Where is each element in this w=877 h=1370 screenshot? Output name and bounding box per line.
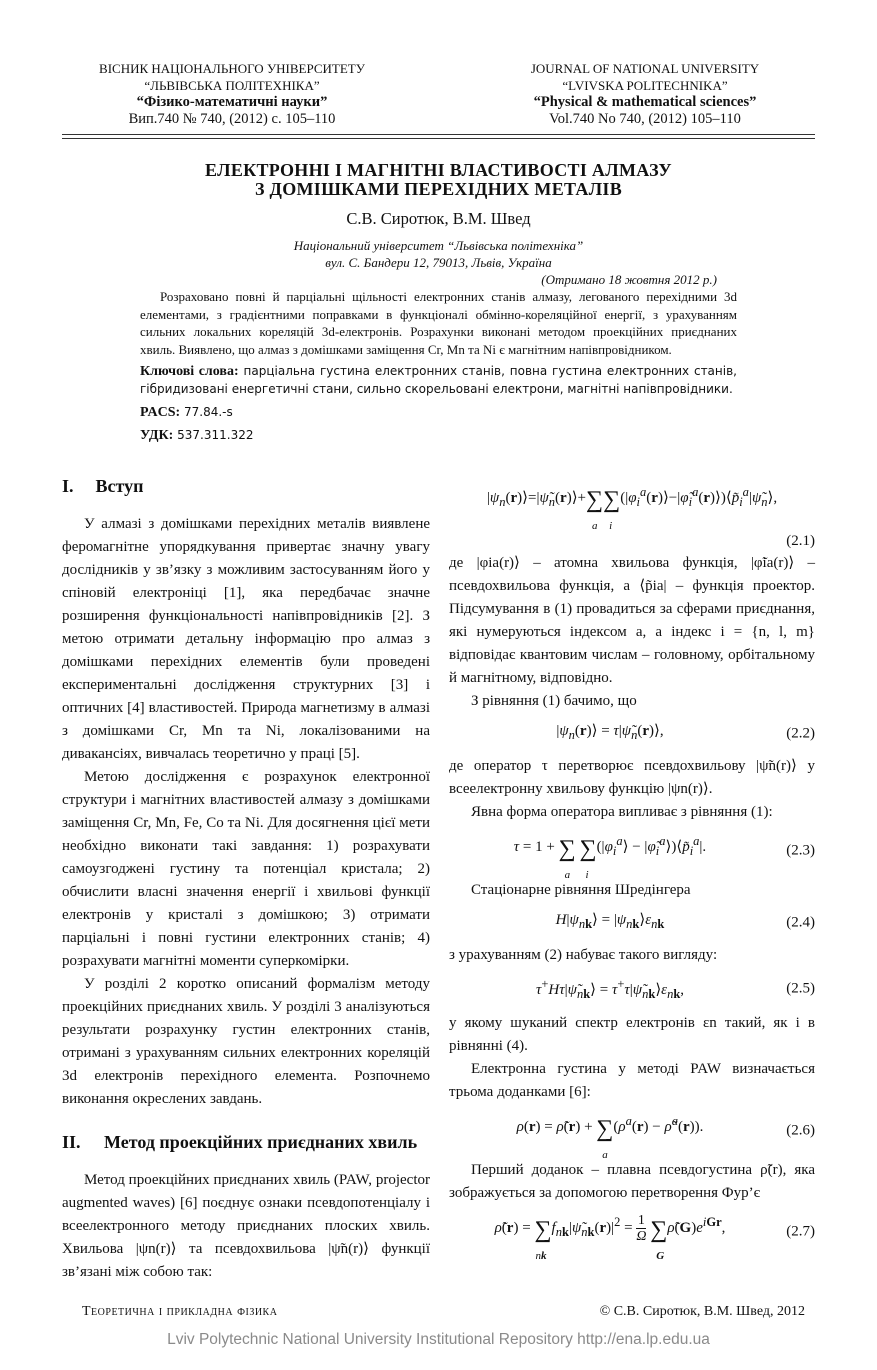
paragraph: Метод проекційних приєднаних хвиль (PAW, projector augmented waves) [6] поєднує ознаки псевдопотенціалу і всеелектронного методу приєднаних плоских хвиль. Хвильова |ψn(r)⟩ та псевдохвильова |ψ̃n(r)⟩ функції зв’язані між собою так: — [62, 1171, 430, 1280]
pacs-label: PACS: — [140, 404, 181, 420]
journal-header-english — [475, 60, 815, 128]
equation-2-5: $\tau^+H\tau|\psĩ_{nk}⟩$ = $\tau^+\tau|\psĩ_{nk}⟩\varepsilon_{nk}$, — [535, 976, 685, 1001]
journal-header-ukrainian — [62, 60, 402, 128]
title-line: ЕЛЕКТРОННІ І МАГНІТНІ ВЛАСТИВОСТІ АЛМАЗУ — [205, 160, 672, 180]
header-volume: Вип.740 № 740, (2012) с. 105–110 — [128, 111, 336, 127]
equation-2-7: ρ̃(r) = ∑ nk $f_{nk}|\psĩ_{nk}(r)|^2 = 1$ Ω ∑ G $\rhõ(G)e^{iGr}$, — [494, 1212, 726, 1262]
equation-row — [449, 973, 815, 1006]
footer-journal: Теоретична і прикладна фізика — [82, 1303, 278, 1319]
equation-2-1: $|\psi_n(r)⟩=|\psĩ_n(r)⟩+\sum$ a ∑ i $(|\varphi_i^a(r)⟩-|\varphĩ_i^a(r)⟩)⟨p̃_i^a|\psĩ_n⟩$, — [486, 484, 778, 532]
equation-number: (2.3) — [786, 842, 815, 859]
equation-row — [449, 1110, 815, 1161]
header-volume: Vol.740 No 740, (2012) 105–110 — [549, 111, 741, 127]
equation-2-3: τ = 1 + ∑ a ∑ i ($|\varphi_i^a⟩$ − $|\varphĩ_i^a⟩)⟨p̃_i^a|$. — [513, 833, 707, 881]
section-heading — [62, 1131, 430, 1153]
section-heading — [62, 475, 430, 497]
paragraph: з урахуванням (2) набуває такого вигляду: — [449, 946, 718, 963]
journal-header — [62, 60, 815, 128]
affiliation — [62, 237, 815, 271]
section-number: II. — [62, 1131, 81, 1152]
header-line: JOURNAL OF NATIONAL UNIVERSITY — [530, 61, 760, 76]
equation-2-2: $|\psi_n(r)⟩$ = $\tau|\psĩ_n(r)⟩$, — [556, 723, 664, 743]
section-title: Вступ — [95, 475, 144, 496]
paragraph: Явна форма оператора випливає з рівняння (1): — [471, 803, 773, 820]
repository-watermark: Lviv Polytechnic National University Institutional Repository http://ena.lp.edu.ua — [167, 1330, 710, 1348]
paragraph: де |φia(r)⟩ – атомна хвильова функція, |φ̃ia(r)⟩ – псевдохвильова функція, а ⟨p̃ia| – функція проектор. Підсумування в (1) провадиться за сферами приєднання, які нумеруються індексом a, а індекс i = {n, l, m} відповідає квантовим числам – головному, орбітальному й магнітному, відповідно. — [449, 554, 815, 686]
pacs-value: 77.84.-s — [184, 404, 233, 419]
footer-copyright: © С.В. Сиротюк, В.М. Швед, 2012 — [599, 1303, 805, 1319]
udk — [140, 426, 737, 445]
header-line: “LVIVSKA POLITECHNIKA” — [562, 78, 728, 93]
left-column — [62, 475, 430, 1284]
front-matter — [140, 288, 737, 445]
equation-number: (2.5) — [786, 980, 815, 997]
equation-number: (2.1) — [786, 532, 815, 549]
paragraph: Метою дослідження є розрахунок електронної структури і магнітних властивостей алмазу з домішками заміщення Cr, Mn, Fe, Co та Ni. Для досягнення цієї мети необхідно виконати такі завдання: 1) розрахувати самоузгоджені густину та потенціал кристала; 2) обчислити власні значення енергії і хвильові функції електронів у кристалі з домішкою; 3) отримати парціальні і повні густини електронних станів; 4) розрахувати магнітні моменти суперкомірки. — [62, 768, 430, 969]
paper-title — [62, 161, 815, 199]
keywords — [140, 363, 737, 398]
paragraph: Електронна густина у методі PAW визначається трьома доданками [6]: — [449, 1060, 815, 1100]
header-divider — [62, 138, 815, 139]
keywords-text: парціальна густина електронних станів, повна густина електронних станів, гібридизовані енергетичні стани, сильно скорельовані електрони, магнітні напівпровідники. — [140, 364, 737, 396]
paragraph: У алмазі з домішками перехідних металів виявлене феромагнітне упорядкування привертає значну увагу дослідників у зв’язку з можливим застосуванням його у спіновій електроніці [1], яка передбачає значне розширення функціональності напівпровідників [2]. З метою отримати детальну інформацію про алмаз з домішками перехідних елементів були проведені експериментальні дослідження структурних [3] і оптичних [4] властивостей. Природа магнетизму в алмазі з домішками Cr, Mn та Ni, локалізованими на дивакансіях, вивчалась теоретично у праці [5]. — [62, 515, 430, 762]
equation-number: (2.7) — [786, 1223, 815, 1240]
header-divider — [62, 134, 815, 135]
keywords-label: Ключові слова: — [140, 364, 239, 380]
paragraph: у якому шуканий спектр електронів εn такий, як і в рівнянні (4). — [449, 1014, 815, 1054]
equation-row — [449, 719, 815, 749]
equation-row — [449, 481, 815, 532]
equation-number: (2.4) — [786, 914, 815, 931]
equation-2-6: ρ(r) = ρ̃(r) + ∑ a ($\rho^a(r)$ − ρ̃$^a$(r)). — [516, 1113, 704, 1161]
paragraph: У розділі 2 коротко описаний формалізм методу проекційних приєднаних хвиль. У розділі 3 аналізуються результати розрахунку густин електронних станів, отримані з урахуванням сильних електронних кореляцій 3d електронів перехідного елемента. Розпочнемо виконання окреслених завдань. — [62, 975, 430, 1107]
paragraph: Перший доданок – плавна псевдогустина ρ̃(r), яка зображується за допомогою перетворення Фур’є — [449, 1161, 815, 1201]
udk-value: 537.311.322 — [177, 427, 254, 442]
paragraph: З рівняння (1) бачимо, що — [471, 692, 637, 709]
section-title: Метод проекційних приєднаних хвиль — [104, 1131, 418, 1152]
equation-row — [449, 908, 815, 938]
header-line: ВІСНИК НАЦІОНАЛЬНОГО УНІВЕРСИТЕТУ — [99, 61, 365, 76]
equation-2-4: $H|\psi_{nk}⟩$ = $|\psi_{nk}⟩\varepsilon_{nk}$ — [555, 912, 665, 932]
page-footer — [82, 1302, 805, 1322]
affiliation-line: Національний університет “Львівська політехніка” — [293, 238, 584, 253]
equation-row — [449, 1211, 815, 1262]
authors: С.В. Сиротюк, В.М. Швед — [346, 209, 531, 228]
right-column — [449, 475, 815, 1284]
pacs — [140, 403, 737, 422]
body-columns — [62, 475, 815, 1284]
equation-number: (2.6) — [786, 1122, 815, 1139]
header-series: “Physical & mathematical sciences” — [533, 94, 757, 110]
section-number: I. — [62, 475, 74, 496]
equation-number: (2.2) — [786, 725, 815, 742]
affiliation-line: вул. С. Бандери 12, 79013, Львів, Україна — [325, 255, 552, 270]
header-series: “Фізико-математичні науки” — [136, 94, 328, 110]
header-line: “ЛЬВІВСЬКА ПОЛІТЕХНІКА” — [144, 78, 320, 93]
received-date: (Отримано 18 жовтня 2012 р.) — [541, 272, 717, 287]
abstract: Розраховано повні й парціальні щільності електронних станів алмазу, легованого перехідними 3d елементами, з градієнтними поправками в функціоналі обмінно-кореляційної енергії, з урахуванням сильних локальних кореляцій 3d-електронів. Розрахунки виконані методом проекційних приєднаних хвиль. Виявлено, що алмаз з домішками заміщення Cr, Mn та Ni є магнітним напівпровідником. — [140, 289, 737, 357]
title-line: З ДОМІШКАМИ ПЕРЕХІДНИХ МЕТАЛІВ — [254, 179, 623, 199]
udk-label: УДК: — [140, 427, 174, 443]
paragraph: де оператор τ перетворює псевдохвильову |ψ̃n(r)⟩ у всеелектронну хвильову функцію |ψn(r)⟩. — [449, 757, 815, 797]
equation-row — [449, 830, 815, 881]
paragraph: Стаціонарне рівняння Шредінгера — [471, 881, 691, 898]
